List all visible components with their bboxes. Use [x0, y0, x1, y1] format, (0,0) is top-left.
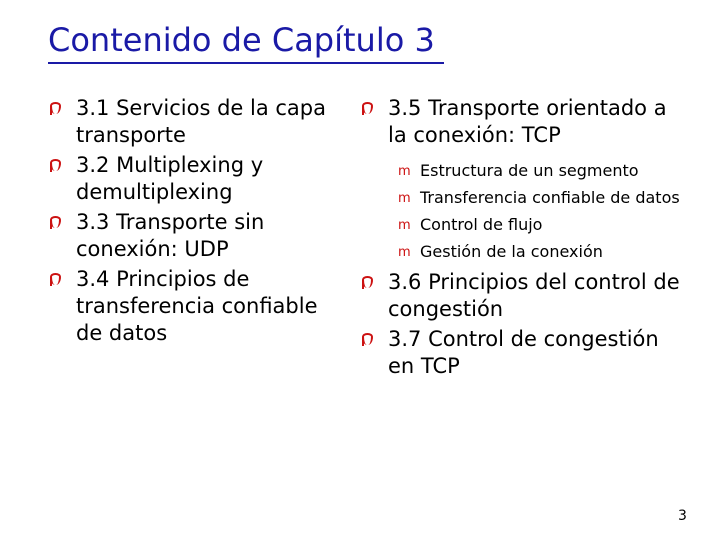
sub-list-item-text: Estructura de un segmento — [420, 161, 639, 180]
sub-list-item-text: Control de flujo — [420, 215, 543, 234]
m-bullet-icon: m — [398, 164, 411, 179]
list-item — [48, 209, 348, 263]
list-item — [48, 95, 348, 149]
list-item-text: 3.1 Servicios de la capa transporte — [76, 96, 326, 147]
list-item — [48, 152, 348, 206]
list-item — [360, 326, 680, 380]
r-bullet-icon — [362, 333, 373, 345]
list-item-text: 3.4 Principios de transferencia confiable de datos — [76, 267, 318, 345]
list-item — [360, 269, 680, 323]
m-bullet-icon: m — [398, 218, 411, 233]
sub-list-item — [388, 161, 680, 181]
sub-list-item — [388, 215, 680, 235]
r-bullet-icon — [50, 273, 61, 285]
page-number: 3 — [678, 508, 687, 524]
list-item-text: 3.5 Transporte orientado a la conexión: TCP — [388, 96, 667, 147]
list-item — [360, 95, 680, 262]
right-bullet-list — [360, 95, 680, 380]
r-bullet-icon — [362, 276, 373, 288]
list-item-text: 3.2 Multiplexing y demultiplexing — [76, 153, 264, 204]
m-bullet-icon: m — [398, 245, 411, 260]
r-bullet-icon — [50, 102, 61, 114]
right-column — [360, 95, 680, 383]
list-item-text: 3.6 Principios del control de congestión — [388, 270, 680, 321]
title-underline — [48, 62, 444, 64]
list-item-text: 3.7 Control de congestión en TCP — [388, 327, 659, 378]
sub-list-item-text: Transferencia confiable de datos — [420, 188, 680, 207]
sub-list-item-text: Gestión de la conexión — [420, 242, 603, 261]
list-item — [48, 266, 348, 347]
sub-list-item — [388, 188, 680, 208]
r-bullet-icon — [50, 159, 61, 171]
left-bullet-list — [48, 95, 348, 347]
slide-title: Contenido de Capítulo 3 — [48, 21, 435, 59]
m-bullet-icon: m — [398, 191, 411, 206]
r-bullet-icon — [50, 216, 61, 228]
left-column — [48, 95, 348, 350]
list-item-text: 3.3 Transporte sin conexión: UDP — [76, 210, 265, 261]
sub-bullet-list — [388, 161, 680, 262]
sub-list-item — [388, 242, 680, 262]
r-bullet-icon — [362, 102, 373, 114]
